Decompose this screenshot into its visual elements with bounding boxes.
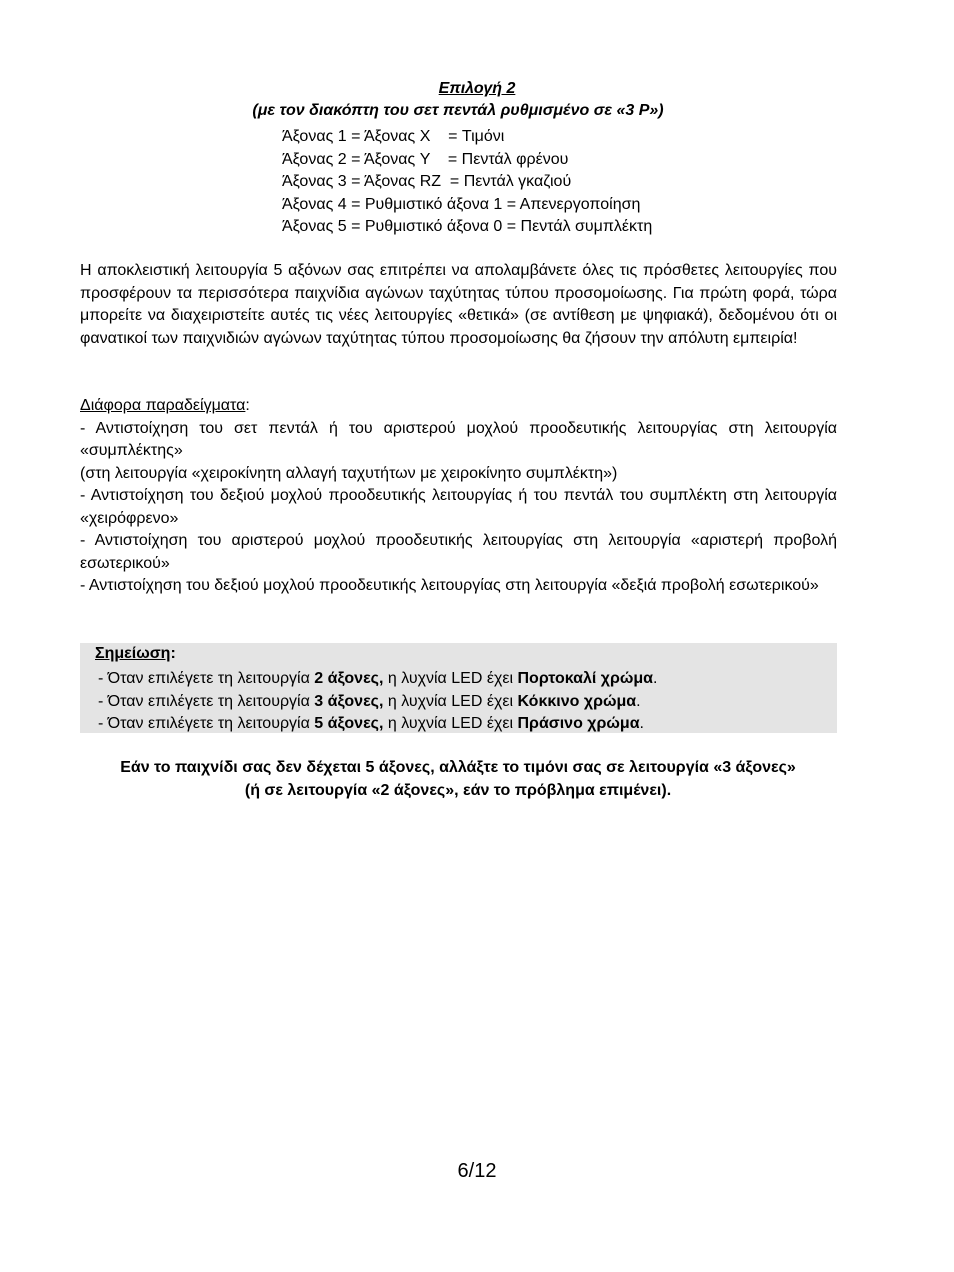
example-line: - Αντιστοίχηση του δεξιού μοχλού προοδευτικής λειτουργίας ή του πεντάλ του συμπλέκτη στη λειτουργία «χειρόφρενο» xyxy=(80,487,837,527)
examples-heading-colon: : xyxy=(245,397,250,414)
note-box xyxy=(80,643,837,733)
note-item-color: Πράσινο χρώμα xyxy=(517,715,640,732)
page-number: 6/12 xyxy=(457,1160,497,1182)
compatibility-warning xyxy=(0,757,916,802)
note-title-colon: : xyxy=(170,645,176,662)
note-item-axes: 2 άξονες, xyxy=(314,670,384,687)
note-item xyxy=(98,713,657,736)
warning-line: Εάν το παιχνίδι σας δεν δέχεται 5 άξονες, αλλάξτε το τιμόνι σας σε λειτουργία «3 άξονες» xyxy=(120,759,796,776)
note-title xyxy=(95,645,176,663)
example-line: - Αντιστοίχηση του δεξιού μοχλού προοδευτικής λειτουργίας στη λειτουργία «δεξιά προβολή εσωτερικού» xyxy=(80,577,819,594)
note-item-text: η λυχνία LED έχει xyxy=(383,715,518,732)
note-item-text: η λυχνία LED έχει xyxy=(383,670,518,687)
note-item-text: η λυχνία LED έχει xyxy=(383,692,518,710)
note-item-text: - Όταν επιλέγετε τη λειτουργία xyxy=(98,670,315,687)
examples-heading-text: Διάφορα παραδείγματα xyxy=(80,397,246,414)
note-item-color: Κόκκινο χρώμα xyxy=(517,692,637,710)
section-title: Επιλογή 2 xyxy=(438,80,516,97)
section-subtitle: (με τον διακόπτη του σετ πεντάλ ρυθμισμένο σε «3 P») xyxy=(252,102,664,119)
axis-mapping-item: Άξονας 2 = Άξονας Y = Πεντάλ φρένου xyxy=(282,150,569,168)
axis-mapping-list xyxy=(282,126,652,239)
examples-heading xyxy=(80,395,837,418)
example-line: (στη λειτουργία «χειροκίνητη αλλαγή ταχυτήτων με χειροκίνητο συμπλέκτη») xyxy=(80,464,618,482)
note-item-axes: 5 άξονες, xyxy=(314,715,384,732)
note-item-text: - Όταν επιλέγετε τη λειτουργία xyxy=(98,715,315,732)
note-item-period: . xyxy=(636,692,641,710)
axis-mapping-item: Άξονας 3 = Άξονας RZ = Πεντάλ γκαζιού xyxy=(282,173,572,190)
note-item-period: . xyxy=(639,715,644,732)
example-line: - Αντιστοίχηση του σετ πεντάλ ή του αριστερού μοχλού προοδευτικής λειτουργίας στη λειτουργία «συμπλέκτης» xyxy=(80,419,837,459)
note-item xyxy=(98,668,657,691)
note-item-period: . xyxy=(653,670,658,687)
note-item-axes: 3 άξονες, xyxy=(314,692,384,710)
example-line: - Αντιστοίχηση του αριστερού μοχλού προοδευτικής λειτουργίας στη λειτουργία «αριστερή προβολή εσωτερικού» xyxy=(80,532,837,572)
axis-mapping-item: Άξονας 4 = Ρυθμιστικό άξονα 1 = Απενεργοποίηση xyxy=(282,195,641,213)
axis-mapping-item: Άξονας 1 = Άξονας X = Τιμόνι xyxy=(282,128,505,145)
note-item-text: - Όταν επιλέγετε τη λειτουργία xyxy=(98,692,315,710)
note-item xyxy=(98,691,657,714)
note-title-text: Σημείωση xyxy=(95,645,171,662)
warning-line: (ή σε λειτουργία «2 άξονες», εάν το πρόβλημα επιμένει). xyxy=(244,781,672,799)
note-list xyxy=(98,668,657,736)
axis-mapping-item: Άξονας 5 = Ρυθμιστικό άξονα 0 = Πεντάλ συμπλέκτη xyxy=(282,218,653,235)
intro-paragraph: Η αποκλειστική λειτουργία 5 αξόνων σας επιτρέπει να απολαμβάνετε όλες τις πρόσθετες λειτουργίες που προσφέρουν τα περισσότερα παιχνίδια αγώνων ταχύτητας τύπου προσομοίωσης. Για πρώτη φορά, τώρα μπορείτε να διαχειριστείτε αυτές τις νέες λειτουργίες «θετικά» (σε αντίθεση με ψηφιακά), δεδομένου ότι οι φανατικοί των παιχνιδιών αγώνων ταχύτητας τύπου προσομοίωσης θα ζήσουν την απόλυτη εμπειρία! xyxy=(80,262,837,347)
note-item-color: Πορτοκαλί χρώμα xyxy=(517,670,653,687)
examples-section xyxy=(80,395,837,598)
